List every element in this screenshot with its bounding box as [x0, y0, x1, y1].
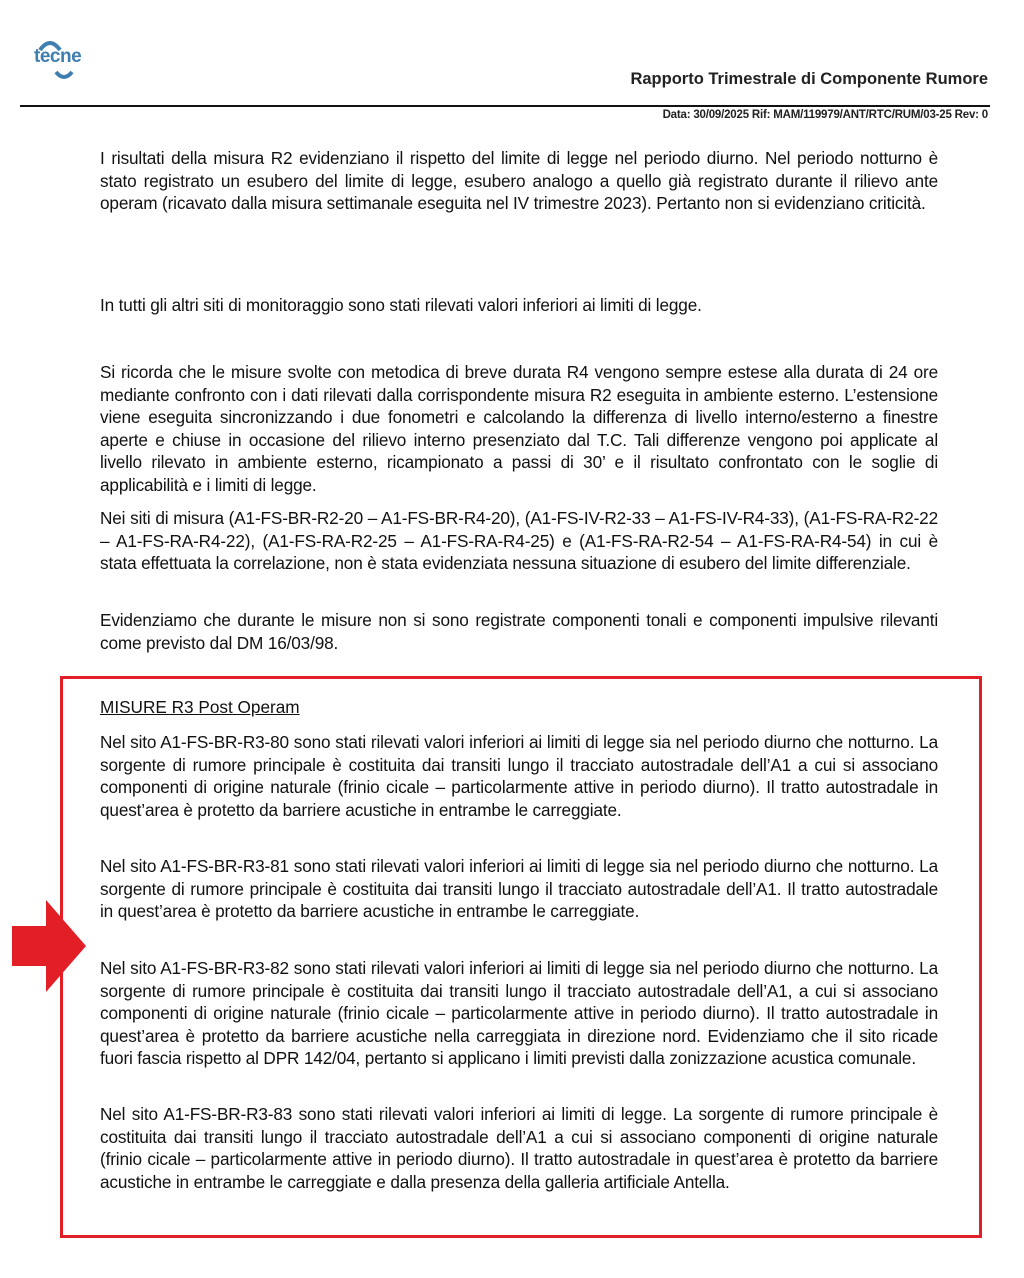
paragraph: Nei siti di misura (A1-FS-BR-R2-20 – A1-FS-BR-R4-20), (A1-FS-IV-R2-33 – A1-FS-IV-R4-33), (A1-FS-RA-R2-22 – A1-FS-RA-R4-22), (A1-FS-RA-R2-25 – A1-FS-RA-R4-25) e (A1-FS-RA-R2-54 – A1-FS-RA-R4-54) in cui è stata effettuata la correlazione, non è stata evidenziata nessuna situazione di esubero del limite differenziale. [100, 508, 938, 574]
paragraph: Nel sito A1-FS-BR-R3-81 sono stati rilevati valori inferiori ai limiti di legge sia nel periodo diurno che notturno. La sorgente di rumore principale è costituita dai transiti lungo il tracciato autostradale dell’A1. Il tratto autostradale in quest’area è protetto da barriere acustiche in entrambe le carreggiate. [100, 856, 938, 922]
company-logo [30, 36, 94, 86]
report-title: Rapporto Trimestrale di Componente Rumore [630, 70, 988, 88]
section-heading: MISURE R3 Post Operam [100, 697, 300, 717]
paragraph: I risultati della misura R2 evidenziano il rispetto del limite di legge nel periodo diurno. Nel periodo notturno è stato registrato un esubero del limite di legge, esubero analogo a quello già registrato durante il rilievo ante operam (ricavato dalla misura settimanale eseguita nel IV trimestre 2023). Pertanto non si evidenziano criticità. [100, 148, 938, 214]
paragraph: Nel sito A1-FS-BR-R3-80 sono stati rilevati valori inferiori ai limiti di legge sia nel periodo diurno che notturno. La sorgente di rumore principale è costituita dai transiti lungo il tracciato autostradale dell’A1 a cui si associano componenti di origine naturale (frinio cicale – particolarmente attive in periodo diurno). Il tratto autostradale in quest’area è protetto da barriere acustiche in entrambe le carreggiate. [100, 732, 938, 820]
paragraph: Evidenziamo che durante le misure non si sono registrate componenti tonali e componenti impulsive rilevanti come previsto dal DM 16/03/98. [100, 610, 938, 653]
red-arrow-icon [12, 900, 88, 992]
paragraph: In tutti gli altri siti di monitoraggio sono stati rilevati valori inferiori ai limiti di legge. [100, 295, 702, 315]
paragraph: Nel sito A1-FS-BR-R3-82 sono stati rilevati valori inferiori ai limiti di legge sia nel periodo diurno che notturno. La sorgente di rumore principale è costituita dai transiti lungo il tracciato autostradale dell’A1, a cui si associano componenti di origine naturale (frinio cicale – particolarmente attive in periodo diurno). Il tratto autostradale in quest’area è protetto da barriere acustiche nella carreggiata in direzione nord. Evidenziamo che il sito ricade fuori fascia rispetto al DPR 142/04, pertanto si applicano i limiti previsti dalla zonizzazione acustica comunale. [100, 958, 938, 1069]
paragraph: Si ricorda che le misure svolte con metodica di breve durata R4 vengono sempre estese alla durata di 24 ore mediante confronto con i dati rilevati dalla corrispondente misura R2 eseguita in ambiente esterno. L’estensione viene eseguita sincronizzando i due fonometri e calcolando la differenza di livello interno/esterno a finestre aperte e chiuse in occasione del rilievo interno presenziato dal T.C. Tali differenze vengono poi applicate al livello rilevato in ambiente esterno, ricampionato a passi di 30’ e il risultato confrontato con le soglie di applicabilità e i limiti di legge. [100, 362, 938, 495]
paragraph: Nel sito A1-FS-BR-R3-83 sono stati rilevati valori inferiori ai limiti di legge. La sorgente di rumore principale è costituita dai transiti lungo il tracciato autostradale dell’A1 a cui si associano componenti di origine naturale (frinio cicale – particolarmente attive in periodo diurno). Il tratto autostradale in quest’area è protetto da barriere acustiche in entrambe le carreggiate e dalla presenza della galleria artificiale Antella. [100, 1104, 938, 1192]
logo-text: tecne [34, 46, 82, 67]
header-divider [20, 105, 990, 107]
report-meta: Data: 30/09/2025 Rif: MAM/119979/ANT/RTC/RUM/03-25 Rev: 0 [662, 109, 988, 121]
